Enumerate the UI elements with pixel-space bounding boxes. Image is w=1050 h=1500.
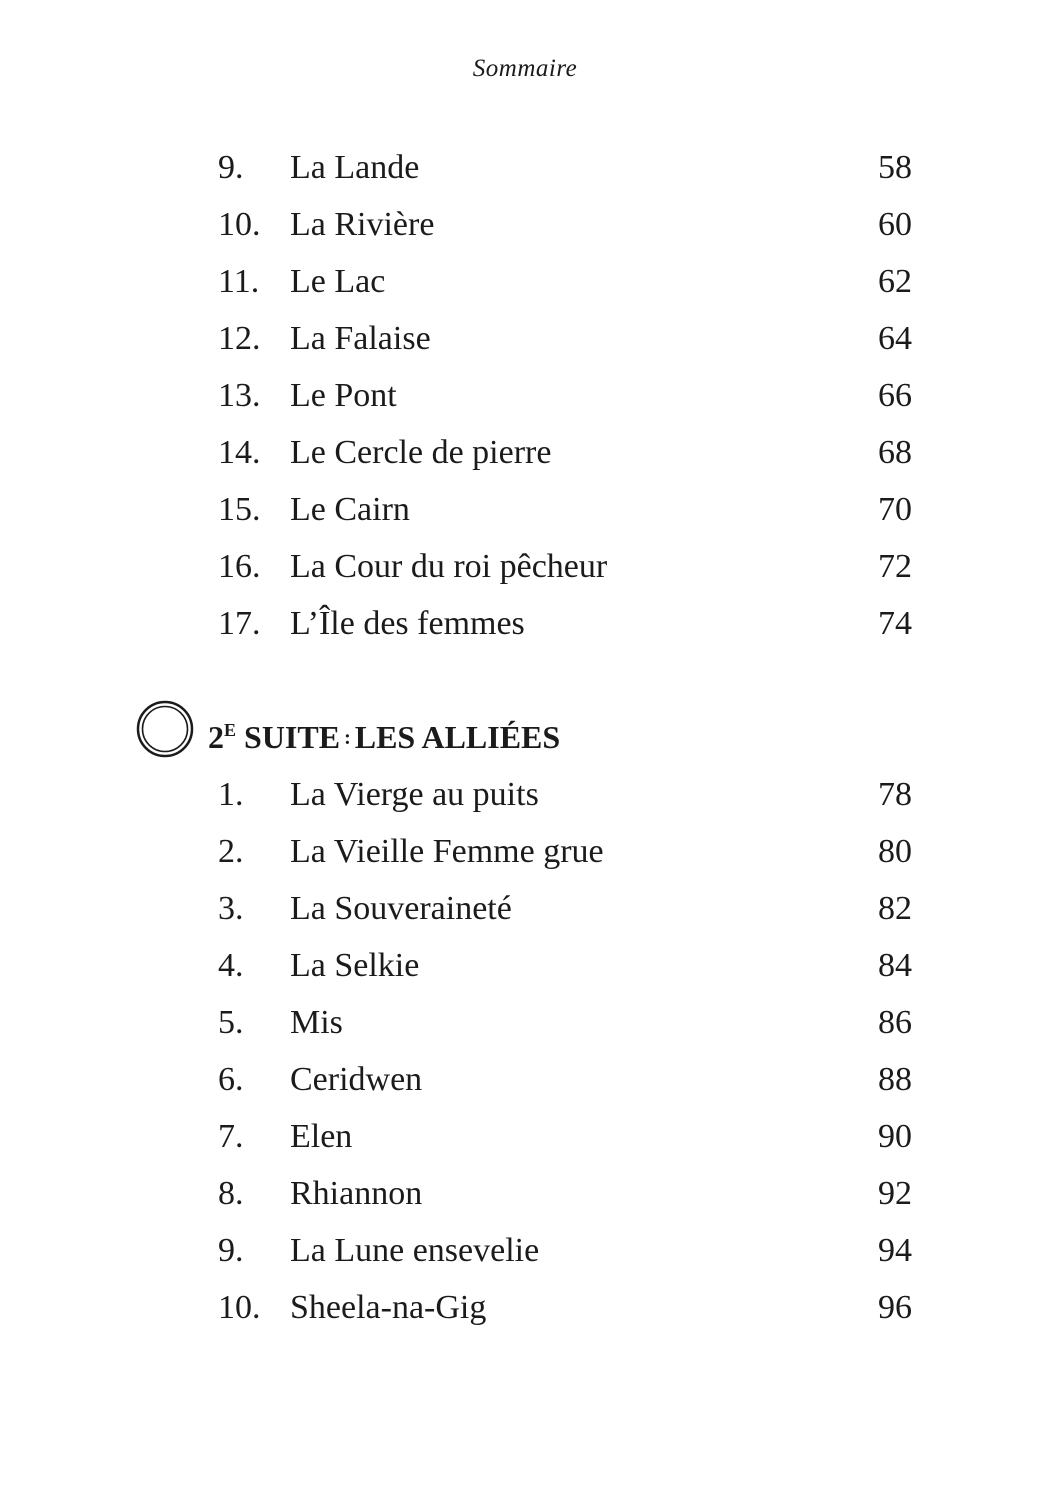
entry-number: 4. bbox=[218, 947, 244, 984]
toc-entry[interactable] bbox=[0, 311, 1050, 368]
entry-page: 88 bbox=[878, 1061, 912, 1098]
entry-number: 8. bbox=[218, 1175, 244, 1212]
toc-entry[interactable] bbox=[0, 197, 1050, 254]
toc-entry[interactable] bbox=[0, 368, 1050, 425]
running-head-title: Sommaire bbox=[472, 55, 578, 82]
entry-title: Le Lac bbox=[290, 263, 386, 300]
entry-page: 60 bbox=[878, 206, 912, 243]
entry-number: 17. bbox=[218, 605, 261, 642]
toc-entry[interactable] bbox=[0, 767, 1050, 824]
toc-entry[interactable] bbox=[0, 1223, 1050, 1280]
toc-entry[interactable] bbox=[0, 1166, 1050, 1223]
entry-title: La Vieille Femme grue bbox=[290, 833, 604, 870]
entry-number: 1. bbox=[218, 776, 244, 813]
entry-page: 70 bbox=[878, 491, 912, 528]
entry-title: Elen bbox=[290, 1118, 353, 1155]
entry-page: 86 bbox=[878, 1004, 912, 1041]
entry-number: 3. bbox=[218, 890, 244, 927]
entry-title: La Selkie bbox=[290, 947, 420, 984]
entry-number: 7. bbox=[218, 1118, 244, 1155]
entry-number: 10. bbox=[218, 1289, 261, 1326]
toc-entry[interactable] bbox=[0, 938, 1050, 995]
toc-entry[interactable] bbox=[0, 1280, 1050, 1337]
entry-page: 94 bbox=[878, 1232, 912, 1269]
entry-page: 68 bbox=[878, 434, 912, 471]
entry-page: 96 bbox=[878, 1289, 912, 1326]
entry-title: Sheela-na-Gig bbox=[290, 1289, 487, 1326]
entry-page: 64 bbox=[878, 320, 912, 357]
entry-page: 84 bbox=[878, 947, 912, 984]
entry-page: 82 bbox=[878, 890, 912, 927]
toc-entry[interactable] bbox=[0, 1109, 1050, 1166]
toc-entry[interactable] bbox=[0, 1052, 1050, 1109]
section-name: LES ALLIÉES bbox=[354, 719, 561, 755]
entry-title: La Rivière bbox=[290, 206, 435, 243]
entry-page: 62 bbox=[878, 263, 912, 300]
circle-ring-icon bbox=[136, 700, 194, 758]
entry-number: 15. bbox=[218, 491, 261, 528]
entry-title: L’Île des femmes bbox=[290, 605, 525, 642]
entry-page: 74 bbox=[878, 605, 912, 642]
toc-entry[interactable] bbox=[0, 596, 1050, 653]
entry-number: 6. bbox=[218, 1061, 244, 1098]
entry-page: 72 bbox=[878, 548, 912, 585]
toc-entry[interactable] bbox=[0, 140, 1050, 197]
entry-number: 11. bbox=[218, 263, 260, 300]
toc-entry[interactable] bbox=[0, 995, 1050, 1052]
toc-entry[interactable] bbox=[0, 824, 1050, 881]
entry-number: 9. bbox=[218, 149, 244, 186]
entry-page: 90 bbox=[878, 1118, 912, 1155]
toc-list-part1 bbox=[0, 140, 1050, 653]
entry-number: 12. bbox=[218, 320, 261, 357]
entry-number: 16. bbox=[218, 548, 261, 585]
toc-entry[interactable] bbox=[0, 539, 1050, 596]
entry-number: 2. bbox=[218, 833, 244, 870]
entry-title: Mis bbox=[290, 1004, 343, 1041]
entry-title: La Souveraineté bbox=[290, 890, 512, 927]
toc-entry[interactable] bbox=[0, 425, 1050, 482]
toc-list-part2 bbox=[0, 767, 1050, 1337]
entry-number: 9. bbox=[218, 1232, 244, 1269]
entry-page: 58 bbox=[878, 149, 912, 186]
entry-title: Ceridwen bbox=[290, 1061, 423, 1098]
toc-entry[interactable] bbox=[0, 254, 1050, 311]
entry-title: Le Cercle de pierre bbox=[290, 434, 552, 471]
entry-title: La Falaise bbox=[290, 320, 431, 357]
section-heading[interactable] bbox=[136, 700, 836, 760]
entry-title: La Lande bbox=[290, 149, 420, 186]
entry-title: La Cour du roi pêcheur bbox=[290, 548, 608, 585]
section-word: SUITE bbox=[244, 719, 341, 755]
toc-entry[interactable] bbox=[0, 881, 1050, 938]
entry-page: 66 bbox=[878, 377, 912, 414]
entry-number: 5. bbox=[218, 1004, 244, 1041]
entry-number: 10. bbox=[218, 206, 261, 243]
section-separator: : bbox=[344, 727, 351, 749]
entry-title: La Lune ensevelie bbox=[290, 1232, 540, 1269]
entry-title: Le Cairn bbox=[290, 491, 410, 528]
toc-entry[interactable] bbox=[0, 482, 1050, 539]
section-number: 2 bbox=[208, 719, 224, 755]
entry-title: La Vierge au puits bbox=[290, 776, 539, 813]
section-title bbox=[208, 708, 560, 760]
entry-title: Rhiannon bbox=[290, 1175, 423, 1212]
entry-number: 14. bbox=[218, 434, 261, 471]
entry-page: 78 bbox=[878, 776, 912, 813]
entry-number: 13. bbox=[218, 377, 261, 414]
entry-page: 92 bbox=[878, 1175, 912, 1212]
entry-title: Le Pont bbox=[290, 377, 397, 414]
section-superscript: E bbox=[224, 720, 237, 740]
entry-page: 80 bbox=[878, 833, 912, 870]
